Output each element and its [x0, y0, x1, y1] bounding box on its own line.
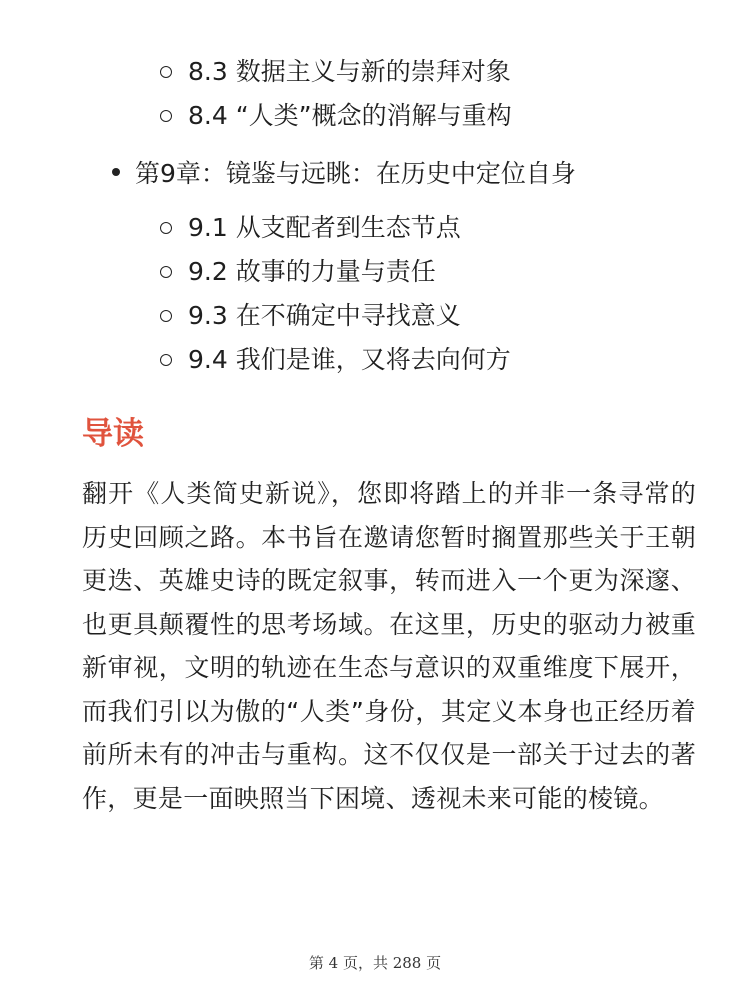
toc-item-label: 9.2 故事的力量与责任 [188, 257, 436, 286]
toc-chapter-label: 第9章：镜鉴与远眺：在历史中定位自身 [135, 159, 576, 188]
toc-item-label: 9.1 从支配者到生态节点 [188, 213, 461, 242]
toc-sublist-chapter9 [160, 206, 511, 382]
toc-item-label: 8.4 “人类”概念的消解与重构 [188, 101, 512, 130]
circle-bullet-icon [160, 266, 172, 278]
toc-item-label: 9.3 在不确定中寻找意义 [188, 301, 461, 330]
circle-bullet-icon [160, 66, 172, 78]
toc-item-9-1[interactable] [160, 206, 511, 250]
circle-bullet-icon [160, 222, 172, 234]
toc-item-8-4[interactable] [160, 94, 512, 138]
circle-bullet-icon [160, 110, 172, 122]
toc-item-label: 9.4 我们是谁，又将去向何方 [188, 345, 511, 374]
circle-bullet-icon [160, 354, 172, 366]
section-heading-intro: 导读 [82, 416, 144, 452]
toc-sublist-chapter8 [160, 50, 512, 138]
toc-item-9-2[interactable] [160, 250, 511, 294]
disc-bullet-icon [112, 168, 120, 176]
toc-item-label: 8.3 数据主义与新的崇拜对象 [188, 57, 511, 86]
toc-chapter-9[interactable] [112, 150, 576, 194]
toc-item-9-4[interactable] [160, 338, 511, 382]
page-number-footer: 第 4 页，共 288 页 [308, 954, 442, 972]
toc-item-8-3[interactable] [160, 50, 512, 94]
circle-bullet-icon [160, 310, 172, 322]
toc-item-9-3[interactable] [160, 294, 511, 338]
intro-paragraph: 翻开《人类简史新说》，您即将踏上的并非一条寻常的历史回顾之路。本书旨在邀请您暂时搁置那些关于王朝更迭、英雄史诗的既定叙事，转而进入一个更为深邃、也更具颠覆性的思考场域。在这里，历史的驱动力被重新审视，文明的轨迹在生态与意识的双重维度下展开，而我们引以为傲的“人类”身份，其定义本身也正经历着前所未有的冲击与重构。这不仅仅是一部关于过去的著作，更是一面映照当下困境、透视未来可能的棱镜。 [82, 479, 696, 813]
